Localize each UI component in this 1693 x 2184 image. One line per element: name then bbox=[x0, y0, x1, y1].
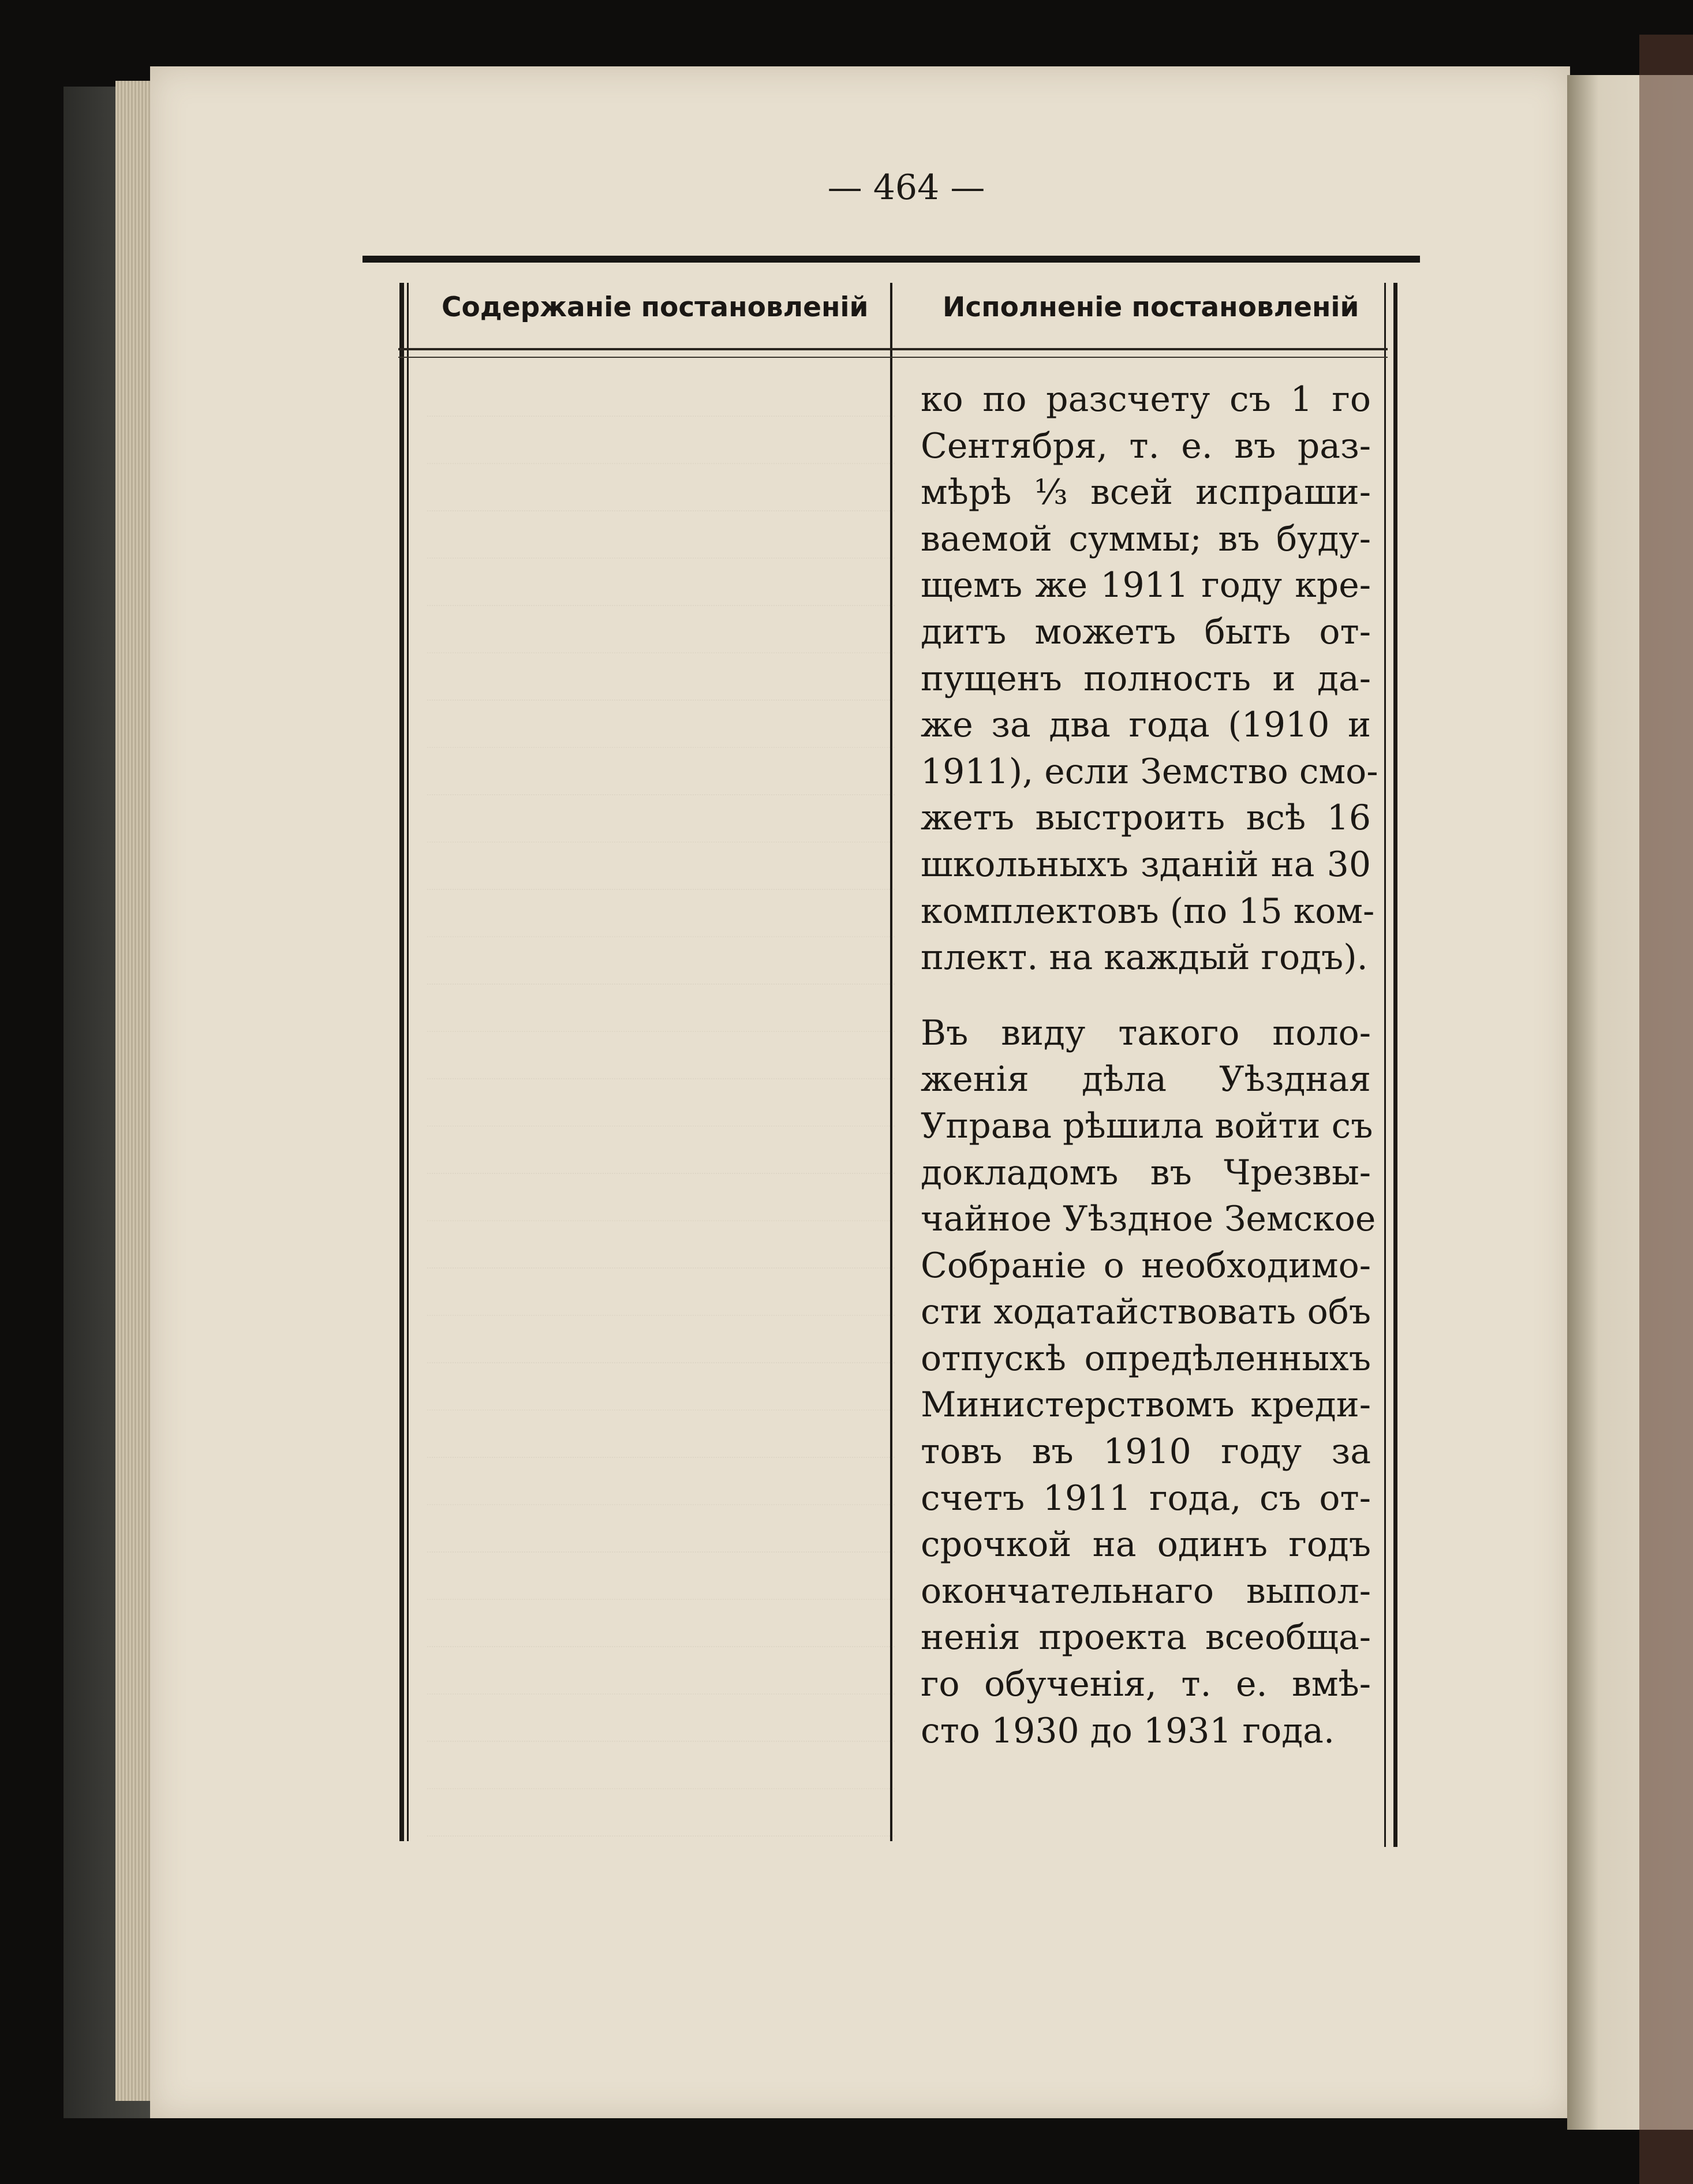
text-line: ненія проекта всеобща- bbox=[921, 1617, 1371, 1658]
text-line: срочкой на одинъ годъ bbox=[921, 1524, 1371, 1565]
text-line: сти ходатайствовать объ bbox=[921, 1292, 1371, 1333]
text-line: Сентября, т. е. въ раз- bbox=[921, 425, 1371, 466]
header-right: Исполненіе постановленій bbox=[943, 291, 1359, 323]
header-left: Содержаніе постановленій bbox=[442, 291, 869, 323]
text-line: мѣрѣ ⅓ всей испраши- bbox=[921, 472, 1371, 513]
text-line: ваемой суммы; въ буду- bbox=[921, 518, 1371, 559]
text-line: ко по разсчету съ 1 го bbox=[921, 379, 1371, 420]
text-line: Министерствомъ креди- bbox=[921, 1385, 1371, 1426]
book-binding-right bbox=[1639, 35, 1693, 2184]
text-line: го обученія, т. е. вмѣ- bbox=[921, 1664, 1371, 1705]
text-line: чайное Уѣздное Земское bbox=[921, 1199, 1376, 1240]
text-line: дитъ можетъ быть от- bbox=[921, 611, 1371, 652]
table-left-border-outer bbox=[399, 283, 404, 1841]
bleed-through-texture bbox=[427, 369, 895, 1837]
header-rule bbox=[398, 348, 1388, 350]
right-column-text bbox=[921, 376, 1378, 1754]
text-line: жетъ выстроить всѣ 16 bbox=[921, 798, 1371, 839]
text-line: 1911), если Земство смо- bbox=[921, 751, 1378, 792]
paragraph-2 bbox=[921, 1010, 1376, 1755]
text-line: Собраніе о необходимо- bbox=[921, 1245, 1371, 1286]
header-rule-thin bbox=[398, 357, 1388, 358]
text-line: пущенъ полность и да- bbox=[921, 658, 1371, 699]
table-right-border-outer bbox=[1393, 283, 1397, 1847]
text-line: докладомъ въ Чрезвы- bbox=[921, 1152, 1371, 1193]
text-line: отпускѣ опредѣленныхъ bbox=[921, 1338, 1371, 1379]
text-line: щемъ же 1911 году кре- bbox=[921, 565, 1371, 606]
paragraph-1 bbox=[921, 376, 1378, 981]
text-line: Управа рѣшила войти съ bbox=[921, 1105, 1373, 1146]
text-line: товъ въ 1910 году за bbox=[921, 1431, 1371, 1472]
table-right-border-inner bbox=[1384, 283, 1386, 1847]
text-line: плект. на каждый годъ). bbox=[921, 937, 1368, 978]
table-top-rule bbox=[362, 256, 1420, 263]
page-number: — 464 — bbox=[827, 167, 985, 208]
table-left-border-inner bbox=[407, 283, 409, 1841]
text-line: комплектовъ (по 15 ком- bbox=[921, 891, 1375, 932]
text-line: женія дѣла Уѣздная bbox=[921, 1059, 1371, 1100]
text-line: же за два года (1910 и bbox=[921, 705, 1371, 746]
text-line: школьныхъ зданій на 30 bbox=[921, 844, 1371, 885]
text-line: Въ виду такого поло- bbox=[921, 1012, 1371, 1053]
text-line: счетъ 1911 года, съ от- bbox=[921, 1478, 1371, 1519]
text-line: сто 1930 до 1931 года. bbox=[921, 1710, 1335, 1751]
text-line: окончательнаго выпол- bbox=[921, 1570, 1371, 1611]
